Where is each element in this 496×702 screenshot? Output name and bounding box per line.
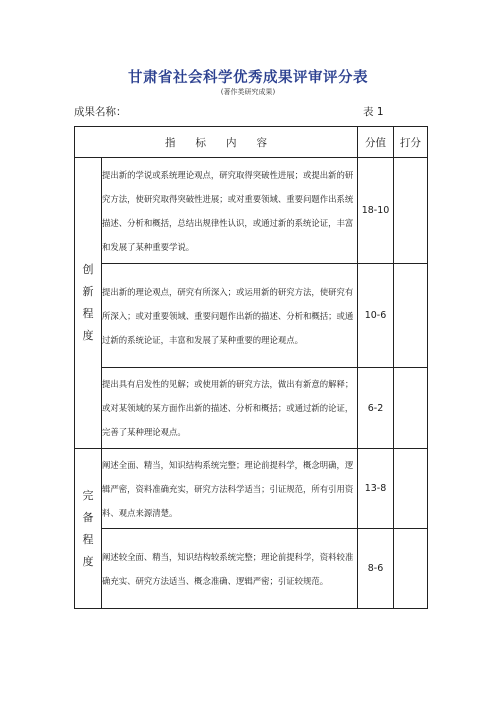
table-row	[75, 264, 428, 368]
category-char: 程	[82, 307, 94, 320]
criteria-text: 提出新的理论观点，研究有所深入；或运用新的研究方法，使研究有所深入；或对重要领域、重要问题作出新的描述、分析和概括；或通过新的系统论证，丰富和发展了某种重要的理论观点。	[102, 264, 358, 368]
table-row	[75, 449, 428, 529]
grade-cell[interactable]	[394, 449, 428, 529]
criteria-text: 阐述较全面、精当，知识结构较系统完整；理论前提科学，资料较准确充实、研究方法适当、概念准确、逻辑严密；引证较规范。	[102, 529, 358, 609]
grade-cell[interactable]	[394, 529, 428, 609]
table-row	[75, 368, 428, 449]
score-range: 6-2	[358, 368, 394, 449]
category-completeness	[75, 449, 102, 609]
category-char: 新	[82, 285, 94, 298]
score-range: 10-6	[358, 264, 394, 368]
criteria-text: 阐述全面、精当，知识结构系统完整；理论前提科学，概念明确，逻辑严密，资料准确充实，研究方法科学适当；引证规范，所有引用资料、观点来源清楚。	[102, 449, 358, 529]
grade-cell[interactable]	[394, 158, 428, 264]
achievement-name-label: 成果名称：	[74, 106, 127, 118]
category-char: 备	[82, 510, 94, 524]
indicator-header: 指标内容	[75, 127, 358, 158]
criteria-text: 提出新的学说或系统理论观点，研究取得突破性进展；或提出新的研究方法，使研究取得突破性进展；或对重要领域、重要问题作出系统描述、分析和概括，总结出规律性认识，或通过新的系统论证，丰富和发展了某种重要学说。	[102, 158, 358, 264]
grade-cell[interactable]	[394, 368, 428, 449]
category-char: 度	[82, 329, 94, 342]
score-range: 13-8	[358, 449, 394, 529]
score-range: 8-6	[358, 529, 394, 609]
header-row	[75, 127, 428, 158]
page-subtitle: (著作类研究成果)	[220, 88, 276, 96]
page-title: 甘肃省社会科学优秀成果评审评分表	[128, 70, 368, 86]
category-char: 创	[82, 263, 94, 276]
grade-cell[interactable]	[394, 264, 428, 368]
category-char: 完	[82, 488, 94, 502]
category-innovation	[75, 158, 102, 449]
category-char: 程	[82, 532, 94, 546]
table-row	[75, 529, 428, 609]
criteria-text: 提出具有启发性的见解；或使用新的研究方法，做出有新意的解释；或对某领域的某方面作出新的描述、分析和概括；或通过新的论证，完善了某种理论观点。	[102, 368, 358, 449]
grade-header: 打分	[394, 127, 428, 158]
score-table	[74, 126, 428, 609]
category-char: 度	[82, 554, 94, 568]
score-header: 分值	[358, 127, 394, 158]
table-row	[75, 158, 428, 264]
score-range: 18-10	[358, 158, 394, 264]
table-number-label: 表 1	[363, 106, 384, 118]
